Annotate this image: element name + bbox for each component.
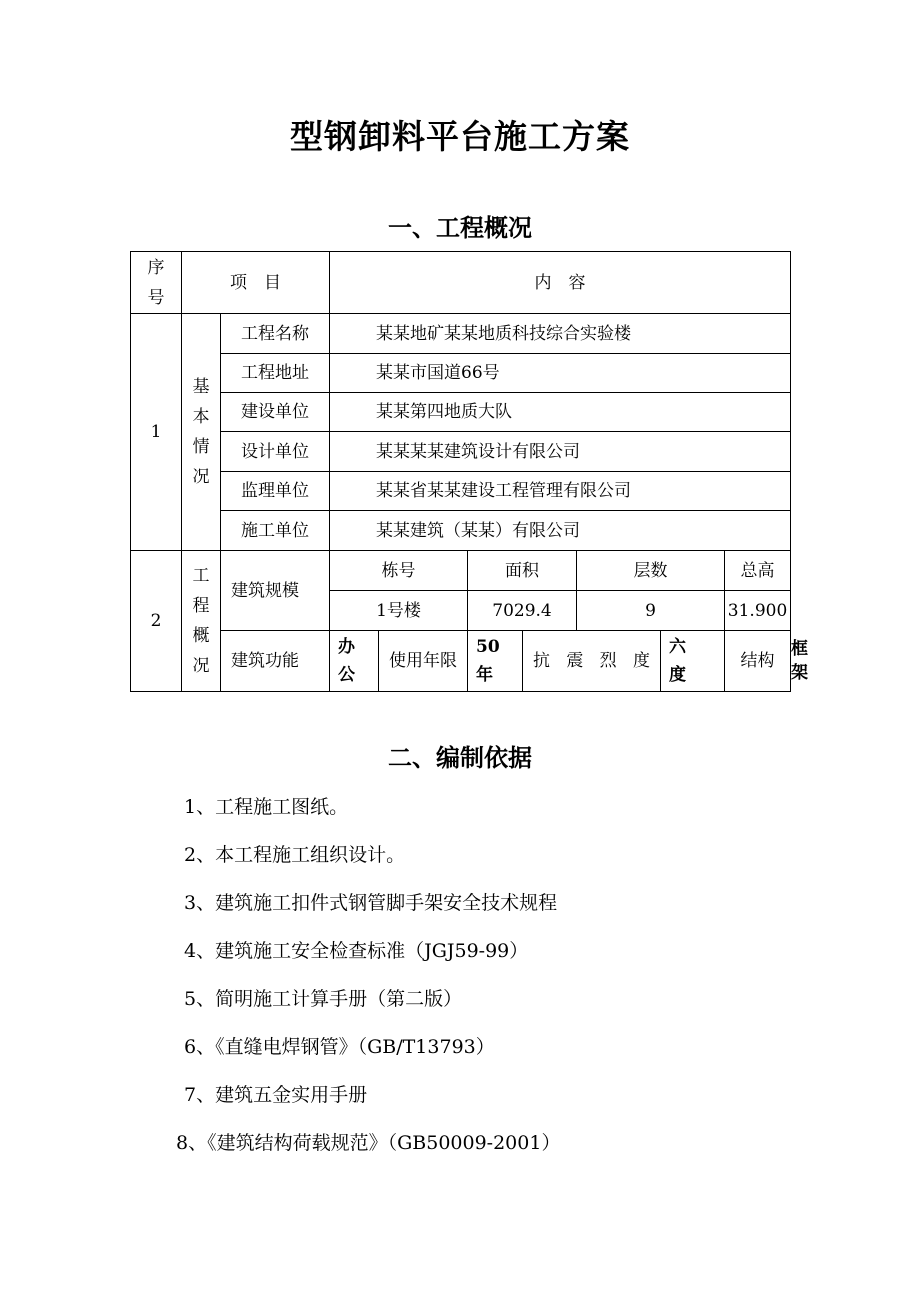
row-label: 设计单位 bbox=[221, 432, 330, 472]
scale-header-floors: 层数 bbox=[577, 551, 725, 591]
group1-category bbox=[182, 314, 221, 551]
function-seismic-value bbox=[661, 631, 725, 692]
group2-category-text: 工程概况 bbox=[192, 566, 210, 676]
list-item: 4、建筑施工安全检查标准（JGJ59-99） bbox=[184, 940, 529, 962]
scale-value-height: 31.900 bbox=[725, 591, 791, 631]
header-item: 项 目 bbox=[182, 252, 330, 314]
row-label: 建设单位 bbox=[221, 393, 330, 432]
row-value: 某某省某某建设工程管理有限公司 bbox=[330, 472, 791, 511]
scale-header-area: 面积 bbox=[468, 551, 577, 591]
table-row bbox=[131, 551, 791, 591]
function-life-label: 使用年限 bbox=[379, 631, 468, 692]
list-item: 2、本工程施工组织设计。 bbox=[184, 844, 406, 866]
function-life-value-text: 50年 bbox=[476, 637, 500, 685]
table-row bbox=[131, 432, 791, 472]
section-heading-basis: 二、编制依据 bbox=[388, 743, 532, 772]
table-row bbox=[131, 472, 791, 511]
header-seq-text: 序号 bbox=[147, 257, 165, 308]
table-row bbox=[131, 354, 791, 393]
row-value: 某某地矿某某地质科技综合实验楼 bbox=[330, 314, 791, 354]
list-item: 3、建筑施工扣件式钢管脚手架安全技术规程 bbox=[184, 892, 558, 914]
row-value: 某某建筑（某某）有限公司 bbox=[330, 511, 791, 551]
table-row bbox=[131, 314, 791, 354]
group1-seq: 1 bbox=[131, 314, 182, 551]
table-header-row bbox=[131, 252, 791, 314]
row-value: 某某第四地质大队 bbox=[330, 393, 791, 432]
function-use bbox=[330, 631, 379, 692]
table-row bbox=[131, 393, 791, 432]
group2-category bbox=[182, 551, 221, 692]
table-row: 建筑功能 办公 使用年限 50年 抗震烈度 六度 结构 框架 bbox=[131, 631, 791, 692]
header-seq bbox=[131, 252, 182, 314]
list-item: 6、《直缝电焊钢管》（GB/T13793） bbox=[184, 1036, 495, 1058]
function-seismic-value-text: 六度 bbox=[669, 637, 686, 685]
function-use-text: 办公 bbox=[338, 637, 355, 685]
list-item: 7、建筑五金实用手册 bbox=[184, 1084, 368, 1106]
row-label: 工程名称 bbox=[221, 314, 330, 354]
row-value: 某某某某建筑设计有限公司 bbox=[330, 432, 791, 472]
section-heading-overview: 一、工程概况 bbox=[388, 213, 532, 242]
list-item: 1、工程施工图纸。 bbox=[184, 796, 349, 818]
scale-value-area: 7029.4 bbox=[468, 591, 577, 631]
table-row bbox=[131, 511, 791, 551]
row-label: 施工单位 bbox=[221, 511, 330, 551]
list-item: 8、《建筑结构荷载规范》（GB50009-2001） bbox=[176, 1132, 561, 1154]
scale-header-height: 总高 bbox=[725, 551, 791, 591]
function-seismic-label: 抗震烈度 bbox=[523, 631, 661, 692]
row-label: 工程地址 bbox=[221, 354, 330, 393]
scale-label: 建筑规模 bbox=[221, 551, 330, 631]
row-label: 监理单位 bbox=[221, 472, 330, 511]
group2-seq: 2 bbox=[131, 551, 182, 692]
header-content: 内 容 bbox=[330, 252, 791, 314]
document-title: 型钢卸料平台施工方案 bbox=[290, 117, 630, 156]
scale-header-building: 栋号 bbox=[330, 551, 468, 591]
scale-value-building: 1号楼 bbox=[330, 591, 468, 631]
function-label: 建筑功能 bbox=[221, 631, 330, 692]
scale-value-floors: 9 bbox=[577, 591, 725, 631]
group1-category-text: 基本情况 bbox=[192, 377, 210, 487]
project-overview-table bbox=[130, 251, 809, 692]
function-structure-label: 结构 bbox=[725, 631, 791, 692]
row-value: 某某市国道66号 bbox=[330, 354, 791, 393]
function-life-value bbox=[468, 631, 523, 692]
list-item: 5、简明施工计算手册（第二版） bbox=[184, 988, 463, 1010]
